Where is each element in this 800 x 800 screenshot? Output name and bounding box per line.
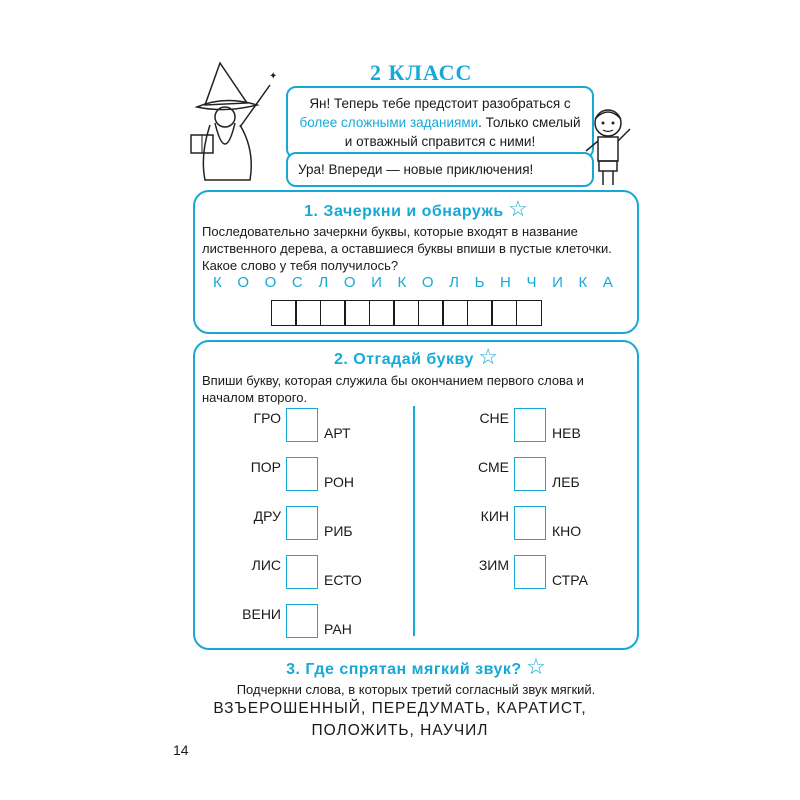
task1-title: 1. Зачеркни и обнаружь	[304, 203, 504, 220]
task3-title: 3. Где спрятан мягкий звук?	[286, 661, 522, 678]
answer-cell[interactable]	[442, 300, 468, 326]
bubble-text-start: Ян! Теперь тебе предстоит разобраться с	[309, 96, 571, 111]
right-letter-box-3[interactable]	[514, 555, 546, 589]
task3-words-line2[interactable]: ПОЛОЖИТЬ, НАУЧИЛ	[311, 722, 489, 739]
task2-instructions: Впиши букву, которая служила бы окончанием первого слова и началом второго.	[202, 373, 584, 405]
letter-11[interactable]: Н	[500, 274, 511, 291]
right-second-word-1: ЛЕБ	[552, 474, 580, 490]
letter-1[interactable]: О	[237, 274, 250, 291]
task3-instructions: Подчеркни слова, в которых третий согласный звук мягкий.	[236, 682, 596, 697]
left-letter-box-4[interactable]	[286, 604, 318, 638]
letter-4[interactable]: Л	[318, 274, 329, 291]
task1-instructions: Последовательно зачеркни буквы, которые входят в название лиственного дерева, а оставшиеся буквы впиши в пустые клеточки. Какое слово у тебя получилось?	[202, 224, 612, 273]
svg-text:✦: ✦	[269, 71, 278, 82]
answer-cell[interactable]	[467, 300, 493, 326]
wizard-speech-bubble	[286, 86, 594, 159]
left-first-word-3: ЛИС	[251, 557, 281, 573]
letter-14[interactable]: К	[578, 274, 588, 291]
answer-cell[interactable]	[516, 300, 542, 326]
boy-illustration	[580, 105, 640, 190]
left-letter-box-3[interactable]	[286, 555, 318, 589]
task1-header	[193, 196, 639, 222]
right-second-word-0: НЕВ	[552, 425, 581, 441]
star-icon: ☆	[508, 196, 528, 221]
left-second-word-2: РИБ	[324, 523, 353, 539]
letter-6[interactable]: И	[371, 274, 382, 291]
right-letter-box-0[interactable]	[514, 408, 546, 442]
answer-cell[interactable]	[320, 300, 346, 326]
boy-speech-bubble: Ура! Впереди — новые приключения!	[286, 152, 594, 187]
left-first-word-0: ГРО	[253, 410, 281, 426]
page-number: 14	[173, 742, 189, 758]
wizard-illustration	[185, 55, 285, 185]
bubble-highlight: более сложными заданиями	[299, 115, 479, 130]
task2-title: 2. Отгадай букву	[333, 351, 474, 368]
left-letter-box-1[interactable]	[286, 457, 318, 491]
answer-cell[interactable]	[393, 300, 419, 326]
star-icon: ☆	[478, 344, 499, 369]
task1-answer-cells[interactable]	[272, 300, 542, 326]
answer-cell[interactable]	[369, 300, 395, 326]
right-first-word-0: СНЕ	[479, 410, 509, 426]
grade-title: 2 КЛАСС	[370, 60, 473, 85]
right-letter-box-1[interactable]	[514, 457, 546, 491]
right-letter-box-2[interactable]	[514, 506, 546, 540]
letter-10[interactable]: Ь	[474, 274, 485, 291]
answer-cell[interactable]	[491, 300, 517, 326]
letter-0[interactable]: К	[213, 274, 222, 291]
left-letter-box-2[interactable]	[286, 506, 318, 540]
letter-13[interactable]: И	[552, 274, 563, 291]
left-first-word-2: ДРУ	[253, 508, 281, 524]
left-second-word-1: РОН	[324, 474, 355, 490]
left-second-word-3: ЕСТО	[324, 572, 362, 588]
right-second-word-2: КНО	[552, 523, 582, 539]
right-second-word-3: СТРА	[552, 572, 588, 588]
task3-words-line1[interactable]: ВЗЪЕРОШЕННЫЙ, ПЕРЕДУМАТЬ, КАРАТИСТ,	[213, 700, 587, 717]
letter-7[interactable]: К	[397, 274, 407, 291]
left-first-word-4: ВЕНИ	[242, 606, 281, 622]
left-letter-box-0[interactable]	[286, 408, 318, 442]
letter-2[interactable]: О	[264, 274, 277, 291]
bubble-text-end: . Только смелый и отважный справится с ними!	[344, 115, 581, 149]
letter-12[interactable]: Ч	[526, 274, 537, 291]
answer-cell[interactable]	[295, 300, 321, 326]
left-second-word-4: РАН	[324, 621, 352, 637]
left-first-word-1: ПОР	[250, 459, 281, 475]
answer-cell[interactable]	[271, 300, 297, 326]
answer-cell[interactable]	[344, 300, 370, 326]
star-icon: ☆	[526, 654, 546, 679]
task2-header	[193, 344, 639, 370]
right-first-word-3: ЗИМ	[478, 557, 509, 573]
letter-9[interactable]: Л	[449, 274, 459, 291]
task3-header	[193, 654, 639, 680]
task1-letters	[213, 274, 613, 291]
column-divider	[413, 406, 415, 636]
letter-8[interactable]: О	[421, 274, 434, 291]
answer-cell[interactable]	[418, 300, 444, 326]
left-second-word-0: АРТ	[324, 425, 351, 441]
right-first-word-2: КИН	[480, 508, 509, 524]
right-first-word-1: СМЕ	[478, 459, 509, 475]
letter-15[interactable]: А	[602, 274, 613, 291]
letter-5[interactable]: О	[343, 274, 356, 291]
letter-3[interactable]: С	[291, 274, 303, 291]
